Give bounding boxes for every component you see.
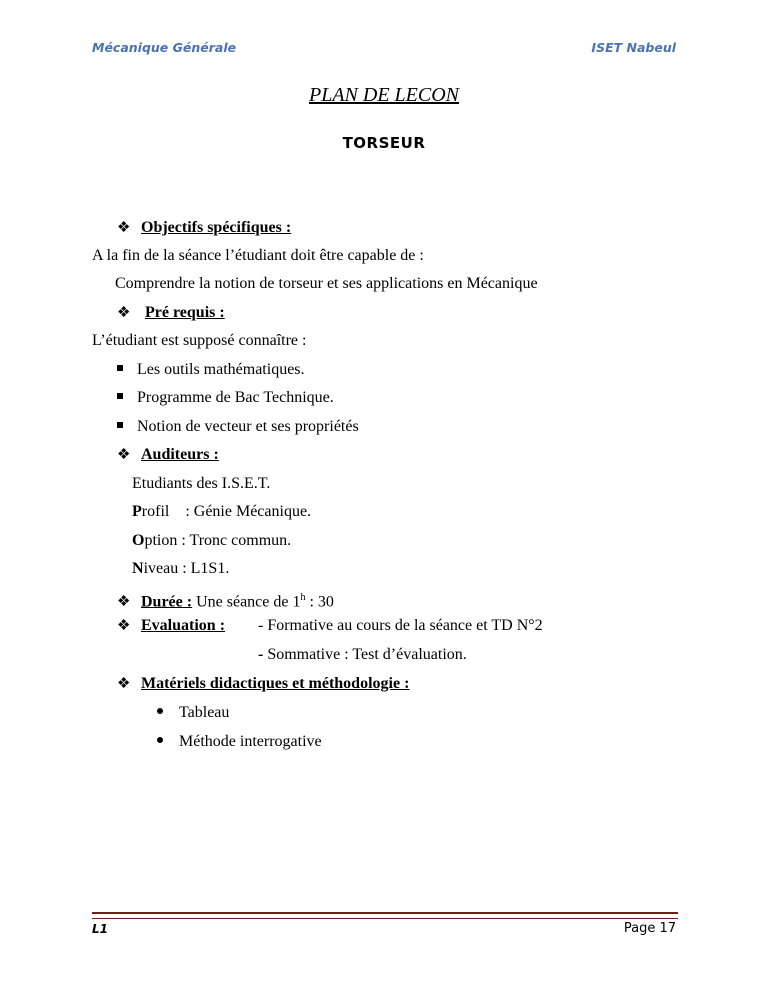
auditeurs-option: Option : Tronc commun. xyxy=(132,532,292,549)
page-number: Page 17 xyxy=(623,921,676,936)
round-bullet-icon xyxy=(157,708,163,714)
square-bullet-icon xyxy=(117,422,123,428)
section-materiels xyxy=(117,674,409,694)
section-objectifs xyxy=(117,218,291,238)
header-course-title: Mécanique Générale xyxy=(92,40,237,55)
evaluation-heading: Evaluation : xyxy=(141,617,226,634)
list-item: Tableau xyxy=(157,703,229,723)
diamond-bullet-icon: ❖ xyxy=(117,618,131,634)
section-prerequis xyxy=(117,303,225,323)
footer-rule xyxy=(92,912,678,919)
duree-heading: Durée : xyxy=(141,593,193,611)
list-item: Programme de Bac Technique. xyxy=(117,388,334,408)
list-item: Notion de vecteur et ses propriétés xyxy=(117,417,359,437)
diamond-bullet-icon: ❖ xyxy=(117,220,131,236)
materiels-heading: Matériels didactiques et méthodologie : xyxy=(141,675,410,692)
prerequis-heading: Pré requis : xyxy=(145,304,225,321)
list-item: Méthode interrogative xyxy=(157,732,322,752)
header-institution: ISET Nabeul xyxy=(591,40,676,55)
objectifs-intro: A la fin de la séance l’étudiant doit être capable de : xyxy=(92,247,424,264)
diamond-bullet-icon: ❖ xyxy=(117,447,131,463)
section-auditeurs xyxy=(117,445,219,465)
objectifs-text: Comprendre la notion de torseur et ses applications en Mécanique xyxy=(115,275,538,292)
square-bullet-icon xyxy=(117,393,123,399)
lesson-subtitle: TORSEUR xyxy=(342,134,426,152)
section-duree: ❖ Durée : Une séance de 1$^h$ : 30 xyxy=(117,592,334,611)
section-evaluation xyxy=(117,616,225,636)
auditeurs-profil: Profil : Génie Mécanique. xyxy=(132,503,312,520)
list-item: Les outils mathématiques. xyxy=(117,360,305,380)
prerequis-intro: L’étudiant est supposé connaître : xyxy=(92,332,307,349)
round-bullet-icon xyxy=(157,737,163,743)
footer-level: L1 xyxy=(92,922,108,936)
diamond-bullet-icon: ❖ xyxy=(117,594,131,611)
auditeurs-niveau: Niveau : L1S1. xyxy=(132,560,230,577)
diamond-bullet-icon: ❖ xyxy=(117,676,131,692)
page-title: PLAN DE LECON xyxy=(308,84,460,106)
square-bullet-icon xyxy=(117,365,123,371)
evaluation-formative: - Formative au cours de la séance et TD N°2 xyxy=(258,617,543,634)
auditeurs-heading: Auditeurs : xyxy=(141,446,219,463)
auditeurs-students: Etudiants des I.S.E.T. xyxy=(132,475,271,492)
objectifs-heading: Objectifs spécifiques : xyxy=(141,219,292,236)
diamond-bullet-icon: ❖ xyxy=(117,305,131,321)
evaluation-sommative: - Sommative : Test d’évaluation. xyxy=(258,646,467,663)
